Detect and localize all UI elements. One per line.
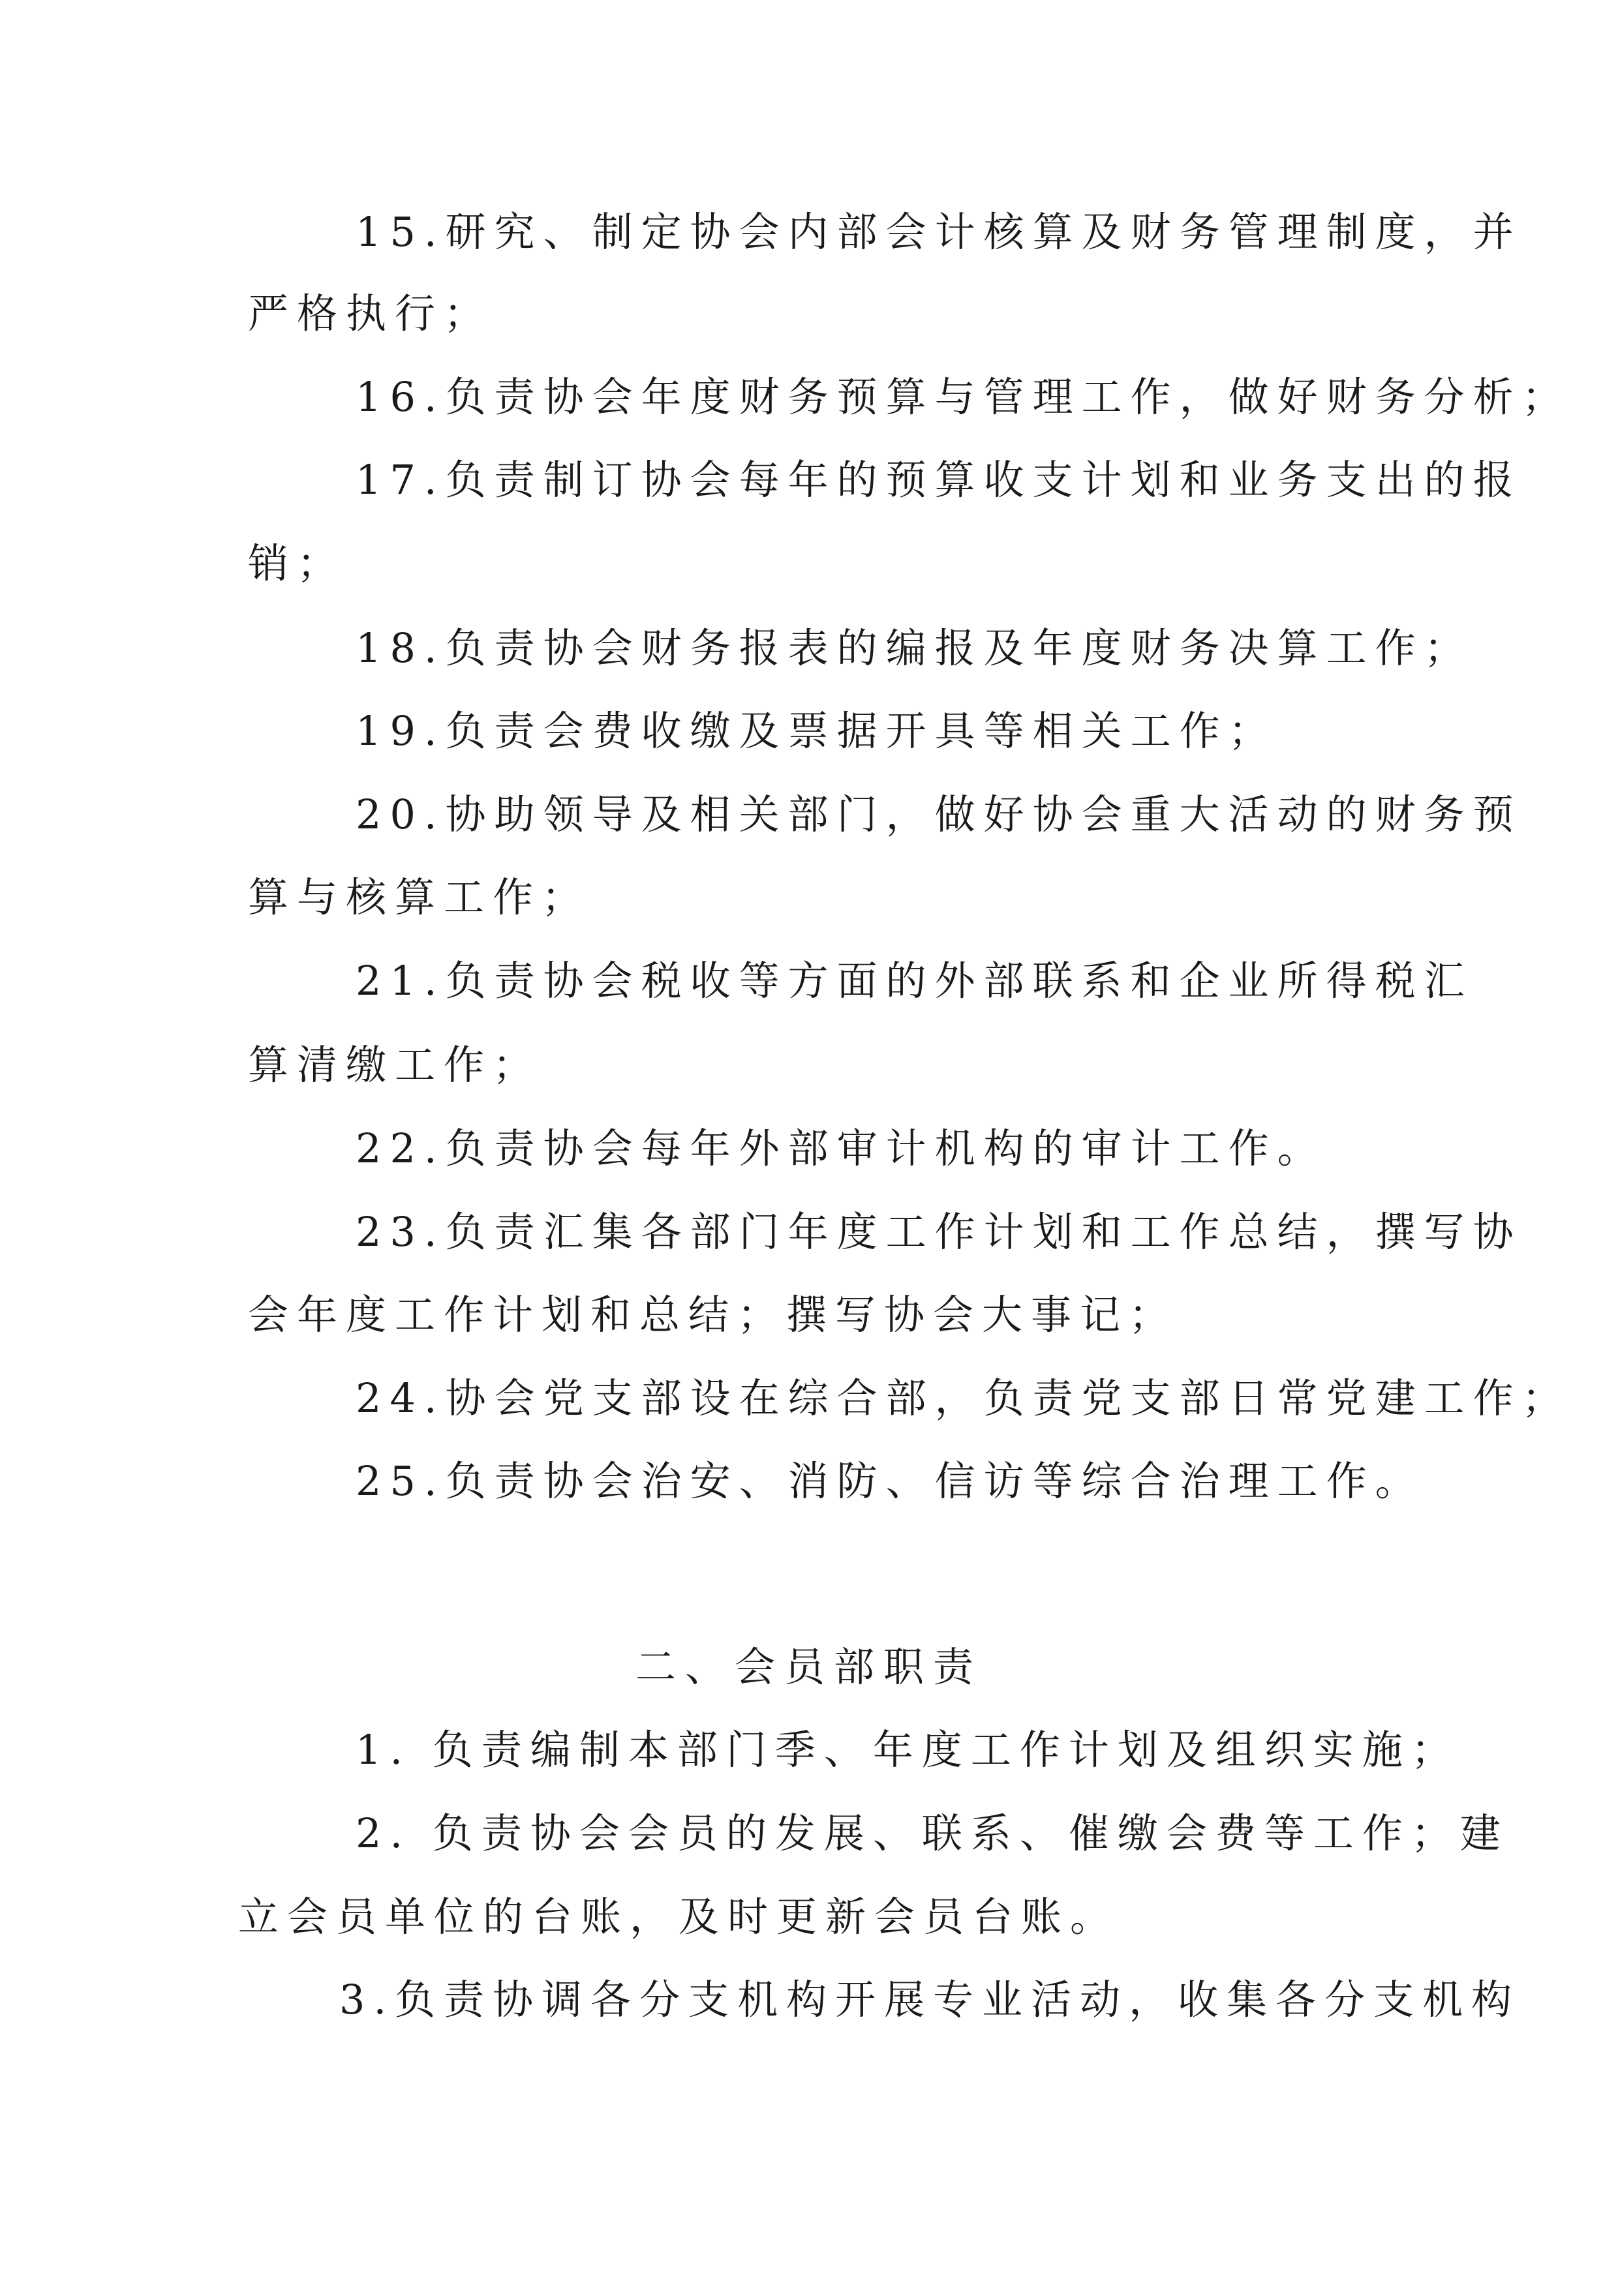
item-19: 19.负责会费收缴及票据开具等相关工作； bbox=[356, 707, 1277, 755]
item-20-line-2: 算与核算工作； bbox=[248, 873, 591, 921]
member-item-3-line-1: 3.负责协调各分支机构开展专业活动，收集各分支机构 bbox=[339, 1976, 1521, 2023]
item-15-line-1: 15.研究、制定协会内部会计核算及财务管理制度，并 bbox=[356, 208, 1522, 256]
item-23-line-1: 23.负责汇集各部门年度工作计划和工作总结，撰写协 bbox=[356, 1208, 1522, 1256]
item-25: 25.负责协会治安、消防、信访等综合治理工作。 bbox=[356, 1457, 1424, 1505]
item-21-line-1: 21.负责协会税收等方面的外部联系和企业所得税汇 bbox=[356, 957, 1473, 1004]
item-21-line-2: 算清缴工作； bbox=[248, 1041, 542, 1089]
item-16: 16.负责协会年度财务预算与管理工作，做好财务分析； bbox=[356, 373, 1571, 421]
item-20-line-1: 20.协助领导及相关部门，做好协会重大活动的财务预 bbox=[356, 791, 1522, 838]
item-18: 18.负责协会财务报表的编报及年度财务决算工作； bbox=[356, 624, 1473, 672]
member-item-2-line-2: 立会员单位的台账，及时更新会员台账。 bbox=[238, 1893, 1120, 1941]
item-23-line-2: 会年度工作计划和总结；撰写协会大事记； bbox=[248, 1291, 1178, 1338]
item-17-line-2: 销； bbox=[248, 539, 346, 587]
section-heading-member-dept: 二、会员部职责 bbox=[635, 1643, 983, 1691]
item-22: 22.负责协会每年外部审计机构的审计工作。 bbox=[356, 1125, 1326, 1172]
item-24: 24.协会党支部设在综合部，负责党支部日常党建工作； bbox=[356, 1374, 1571, 1422]
item-15-line-2: 严格执行； bbox=[248, 290, 493, 337]
member-item-2-line-1: 2. 负责协会会员的发展、联系、催缴会费等工作；建 bbox=[356, 1809, 1509, 1857]
item-17-line-1: 17.负责制订协会每年的预算收支计划和业务支出的报 bbox=[356, 456, 1522, 504]
member-item-1: 1. 负责编制本部门季、年度工作计划及组织实施； bbox=[356, 1726, 1460, 1774]
